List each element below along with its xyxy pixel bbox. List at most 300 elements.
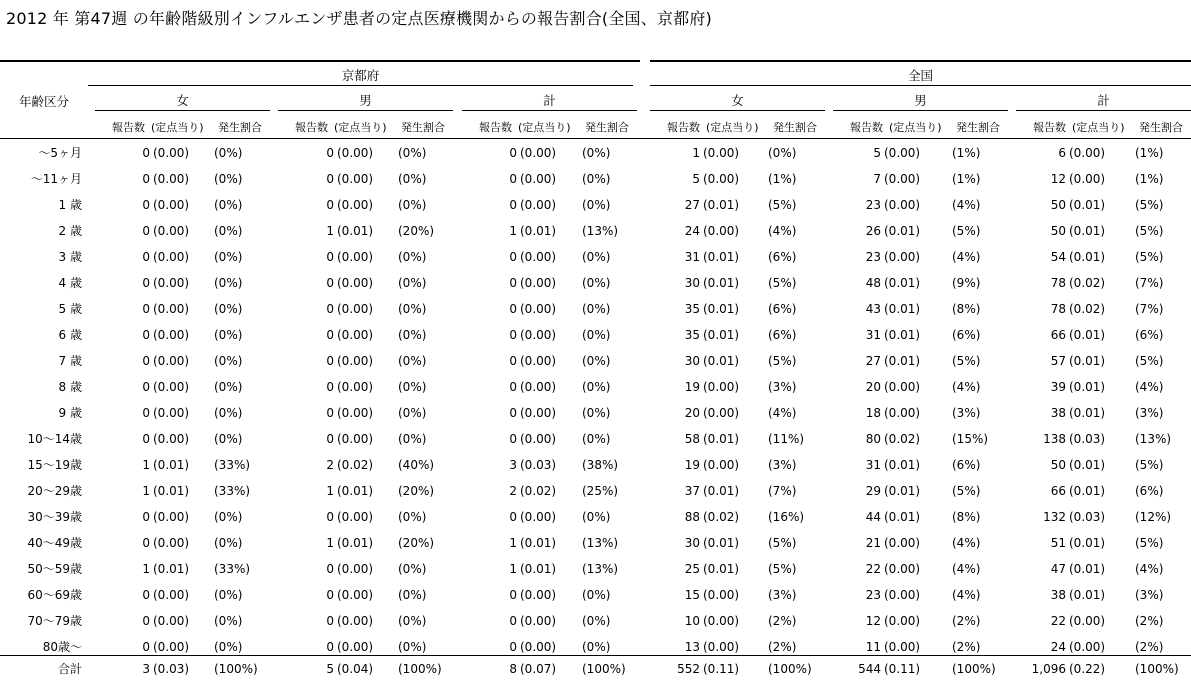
header-top-rule-national bbox=[650, 60, 1191, 62]
sub-header-pct: 発生割合 bbox=[401, 121, 445, 134]
rate-cell: (0.01) bbox=[703, 354, 740, 368]
pct-cell: (0%) bbox=[582, 250, 611, 264]
count-cell: 1 bbox=[509, 562, 517, 576]
pct-cell: (5%) bbox=[952, 484, 981, 498]
count-cell: 44 bbox=[865, 510, 881, 524]
sub-header-count: 報告数 bbox=[1033, 121, 1066, 134]
count-cell: 25 bbox=[684, 562, 700, 576]
rate-cell: (0.00) bbox=[884, 406, 921, 420]
count-cell: 3 bbox=[509, 458, 517, 472]
pct-cell: (2%) bbox=[952, 614, 981, 628]
pct-cell: (5%) bbox=[768, 198, 797, 212]
age-cell: 40～49歳 bbox=[27, 536, 82, 550]
pct-cell: (6%) bbox=[1135, 328, 1164, 342]
pct-cell: (8%) bbox=[952, 510, 981, 524]
count-cell: 552 bbox=[677, 662, 700, 676]
rate-cell: (0.00) bbox=[884, 536, 921, 550]
pct-cell: (15%) bbox=[952, 432, 989, 446]
rate-cell: (0.01) bbox=[703, 484, 740, 498]
rate-cell: (0.03) bbox=[153, 662, 190, 676]
rate-cell: (0.22) bbox=[1069, 662, 1106, 676]
count-cell: 7 bbox=[873, 172, 881, 186]
pct-cell: (38%) bbox=[582, 458, 619, 472]
pct-cell: (0%) bbox=[582, 432, 611, 446]
rate-cell: (0.00) bbox=[153, 146, 190, 160]
count-cell: 0 bbox=[326, 380, 334, 394]
rate-cell: (0.00) bbox=[153, 328, 190, 342]
count-cell: 0 bbox=[142, 614, 150, 628]
rate-cell: (0.00) bbox=[703, 614, 740, 628]
count-cell: 0 bbox=[326, 172, 334, 186]
count-cell: 51 bbox=[1050, 536, 1066, 550]
count-cell: 0 bbox=[509, 510, 517, 524]
rate-cell: (0.00) bbox=[703, 458, 740, 472]
pct-cell: (5%) bbox=[1135, 458, 1164, 472]
rate-cell: (0.00) bbox=[520, 354, 557, 368]
pct-cell: (0%) bbox=[582, 328, 611, 342]
count-cell: 0 bbox=[509, 276, 517, 290]
pct-cell: (0%) bbox=[398, 406, 427, 420]
rate-cell: (0.00) bbox=[520, 302, 557, 316]
count-cell: 66 bbox=[1050, 484, 1066, 498]
rate-cell: (0.02) bbox=[1069, 276, 1106, 290]
sub-header-pct: 発生割合 bbox=[956, 121, 1000, 134]
count-cell: 78 bbox=[1050, 276, 1066, 290]
count-cell: 0 bbox=[326, 302, 334, 316]
pct-cell: (100%) bbox=[582, 662, 626, 676]
rate-cell: (0.01) bbox=[337, 536, 374, 550]
rate-cell: (0.02) bbox=[884, 432, 921, 446]
age-cell: 5 歳 bbox=[58, 302, 82, 316]
count-cell: 22 bbox=[865, 562, 881, 576]
count-cell: 30 bbox=[684, 276, 700, 290]
region-rule-kyoto bbox=[88, 85, 633, 86]
pct-cell: (0%) bbox=[582, 380, 611, 394]
pct-cell: (100%) bbox=[398, 662, 442, 676]
pct-cell: (0%) bbox=[214, 250, 243, 264]
count-cell: 47 bbox=[1050, 562, 1066, 576]
rate-cell: (0.01) bbox=[1069, 354, 1106, 368]
count-cell: 0 bbox=[326, 510, 334, 524]
count-cell: 38 bbox=[1050, 406, 1066, 420]
count-cell: 0 bbox=[509, 380, 517, 394]
count-cell: 1 bbox=[142, 458, 150, 472]
pct-cell: (100%) bbox=[952, 662, 996, 676]
pct-cell: (13%) bbox=[1135, 432, 1172, 446]
rate-cell: (0.01) bbox=[703, 536, 740, 550]
rate-cell: (0.01) bbox=[337, 484, 374, 498]
rate-cell: (0.03) bbox=[520, 458, 557, 472]
sub-header-pct: 発生割合 bbox=[773, 121, 817, 134]
pct-cell: (100%) bbox=[1135, 662, 1179, 676]
count-cell: 31 bbox=[865, 458, 881, 472]
rate-cell: (0.00) bbox=[520, 406, 557, 420]
sub-header-rate: (定点当り) bbox=[706, 121, 759, 134]
pct-cell: (4%) bbox=[768, 406, 797, 420]
pct-cell: (100%) bbox=[768, 662, 812, 676]
count-cell: 0 bbox=[142, 380, 150, 394]
count-cell: 1 bbox=[509, 224, 517, 238]
rate-cell: (0.00) bbox=[520, 510, 557, 524]
rate-cell: (0.02) bbox=[1069, 302, 1106, 316]
pct-cell: (16%) bbox=[768, 510, 805, 524]
count-cell: 0 bbox=[509, 354, 517, 368]
count-cell: 0 bbox=[142, 198, 150, 212]
pct-cell: (0%) bbox=[582, 406, 611, 420]
count-cell: 20 bbox=[684, 406, 700, 420]
rate-cell: (0.00) bbox=[337, 276, 374, 290]
count-cell: 26 bbox=[865, 224, 881, 238]
count-cell: 35 bbox=[684, 302, 700, 316]
count-cell: 1 bbox=[142, 484, 150, 498]
count-cell: 138 bbox=[1043, 432, 1066, 446]
rate-cell: (0.01) bbox=[1069, 328, 1106, 342]
count-cell: 12 bbox=[865, 614, 881, 628]
rate-cell: (0.00) bbox=[884, 562, 921, 576]
count-cell: 23 bbox=[865, 198, 881, 212]
pct-cell: (0%) bbox=[214, 146, 243, 160]
count-cell: 0 bbox=[509, 146, 517, 160]
rate-cell: (0.00) bbox=[884, 250, 921, 264]
rate-cell: (0.00) bbox=[337, 328, 374, 342]
pct-cell: (5%) bbox=[1135, 224, 1164, 238]
rate-cell: (0.01) bbox=[520, 562, 557, 576]
count-cell: 0 bbox=[326, 588, 334, 602]
count-cell: 1 bbox=[142, 562, 150, 576]
rate-cell: (0.00) bbox=[337, 562, 374, 576]
pct-cell: (5%) bbox=[768, 562, 797, 576]
pct-cell: (0%) bbox=[398, 432, 427, 446]
rate-cell: (0.01) bbox=[1069, 406, 1106, 420]
pct-cell: (0%) bbox=[214, 406, 243, 420]
sub-header-pct: 発生割合 bbox=[218, 121, 262, 134]
count-cell: 23 bbox=[865, 250, 881, 264]
age-cell: 1 歳 bbox=[58, 198, 82, 212]
rate-cell: (0.01) bbox=[153, 458, 190, 472]
count-cell: 20 bbox=[865, 380, 881, 394]
rate-cell: (0.00) bbox=[520, 328, 557, 342]
count-cell: 27 bbox=[684, 198, 700, 212]
pct-cell: (4%) bbox=[952, 250, 981, 264]
count-cell: 0 bbox=[142, 588, 150, 602]
rate-cell: (0.00) bbox=[153, 614, 190, 628]
pct-cell: (0%) bbox=[582, 640, 611, 654]
rate-cell: (0.00) bbox=[520, 276, 557, 290]
count-cell: 0 bbox=[509, 172, 517, 186]
sex-header: 計 bbox=[543, 93, 556, 108]
rate-cell: (0.01) bbox=[884, 224, 921, 238]
count-cell: 39 bbox=[1050, 380, 1066, 394]
rate-cell: (0.00) bbox=[153, 250, 190, 264]
pct-cell: (9%) bbox=[952, 276, 981, 290]
pct-cell: (33%) bbox=[214, 562, 251, 576]
count-cell: 2 bbox=[326, 458, 334, 472]
pct-cell: (4%) bbox=[1135, 380, 1164, 394]
pct-cell: (0%) bbox=[398, 640, 427, 654]
rate-cell: (0.01) bbox=[703, 302, 740, 316]
pct-cell: (1%) bbox=[768, 172, 797, 186]
count-cell: 0 bbox=[142, 172, 150, 186]
count-cell: 48 bbox=[865, 276, 881, 290]
rate-cell: (0.00) bbox=[153, 588, 190, 602]
pct-cell: (6%) bbox=[768, 250, 797, 264]
pct-cell: (0%) bbox=[214, 640, 243, 654]
count-cell: 78 bbox=[1050, 302, 1066, 316]
age-cell: 8 歳 bbox=[58, 380, 82, 394]
count-cell: 80 bbox=[865, 432, 881, 446]
rate-cell: (0.00) bbox=[520, 380, 557, 394]
pct-cell: (0%) bbox=[398, 380, 427, 394]
count-cell: 544 bbox=[858, 662, 881, 676]
rate-cell: (0.00) bbox=[703, 146, 740, 160]
count-cell: 0 bbox=[509, 302, 517, 316]
rate-cell: (0.00) bbox=[703, 406, 740, 420]
rate-cell: (0.00) bbox=[884, 640, 921, 654]
rate-cell: (0.01) bbox=[703, 198, 740, 212]
sex-header: 女 bbox=[731, 93, 744, 108]
pct-cell: (0%) bbox=[214, 354, 243, 368]
pct-cell: (0%) bbox=[214, 510, 243, 524]
pct-cell: (3%) bbox=[1135, 588, 1164, 602]
count-cell: 30 bbox=[684, 536, 700, 550]
count-cell: 50 bbox=[1050, 224, 1066, 238]
count-cell: 0 bbox=[326, 146, 334, 160]
count-cell: 22 bbox=[1050, 614, 1066, 628]
pct-cell: (3%) bbox=[768, 588, 797, 602]
rate-cell: (0.01) bbox=[1069, 198, 1106, 212]
rate-cell: (0.01) bbox=[703, 250, 740, 264]
age-cell: 30～39歳 bbox=[27, 510, 82, 524]
rate-cell: (0.01) bbox=[884, 302, 921, 316]
age-cell: 6 歳 bbox=[58, 328, 82, 342]
rate-cell: (0.00) bbox=[153, 640, 190, 654]
age-column-header: 年齢区分 bbox=[18, 94, 69, 109]
sub-header-count: 報告数 bbox=[295, 121, 328, 134]
count-cell: 0 bbox=[142, 354, 150, 368]
rate-cell: (0.01) bbox=[1069, 380, 1106, 394]
pct-cell: (0%) bbox=[398, 198, 427, 212]
age-cell: 9 歳 bbox=[58, 406, 82, 420]
pct-cell: (0%) bbox=[214, 172, 243, 186]
rate-cell: (0.00) bbox=[337, 432, 374, 446]
count-cell: 19 bbox=[684, 380, 700, 394]
rate-cell: (0.00) bbox=[703, 224, 740, 238]
pct-cell: (20%) bbox=[398, 536, 435, 550]
pct-cell: (0%) bbox=[582, 510, 611, 524]
count-cell: 19 bbox=[684, 458, 700, 472]
count-cell: 1 bbox=[326, 224, 334, 238]
pct-cell: (13%) bbox=[582, 536, 619, 550]
pct-cell: (0%) bbox=[214, 198, 243, 212]
pct-cell: (0%) bbox=[582, 198, 611, 212]
count-cell: 0 bbox=[142, 250, 150, 264]
age-cell: 3 歳 bbox=[58, 250, 82, 264]
count-cell: 6 bbox=[1058, 146, 1066, 160]
sex-header: 男 bbox=[359, 93, 372, 108]
rate-cell: (0.01) bbox=[1069, 588, 1106, 602]
count-cell: 1,096 bbox=[1031, 662, 1066, 676]
pct-cell: (5%) bbox=[1135, 198, 1164, 212]
rate-cell: (0.01) bbox=[884, 484, 921, 498]
count-cell: 132 bbox=[1043, 510, 1066, 524]
sub-header-pct: 発生割合 bbox=[585, 121, 629, 134]
pct-cell: (4%) bbox=[952, 588, 981, 602]
page-title: 2012 年 第47週 の年齢階級別インフルエンザ患者の定点医療機関からの報告割合(全国、京都府) bbox=[6, 9, 712, 28]
rate-cell: (0.00) bbox=[703, 380, 740, 394]
pct-cell: (6%) bbox=[952, 328, 981, 342]
rate-cell: (0.00) bbox=[153, 432, 190, 446]
pct-cell: (20%) bbox=[398, 224, 435, 238]
count-cell: 15 bbox=[684, 588, 700, 602]
pct-cell: (4%) bbox=[1135, 562, 1164, 576]
count-cell: 0 bbox=[142, 224, 150, 238]
rate-cell: (0.00) bbox=[884, 614, 921, 628]
count-cell: 50 bbox=[1050, 198, 1066, 212]
pct-cell: (0%) bbox=[398, 328, 427, 342]
count-cell: 43 bbox=[865, 302, 881, 316]
rate-cell: (0.00) bbox=[153, 198, 190, 212]
rate-cell: (0.01) bbox=[1069, 458, 1106, 472]
pct-cell: (0%) bbox=[214, 328, 243, 342]
rate-cell: (0.00) bbox=[1069, 172, 1106, 186]
age-cell: ～5ヶ月 bbox=[38, 146, 82, 160]
pct-cell: (5%) bbox=[1135, 250, 1164, 264]
count-cell: 57 bbox=[1050, 354, 1066, 368]
count-cell: 37 bbox=[684, 484, 700, 498]
count-cell: 2 bbox=[509, 484, 517, 498]
pct-cell: (4%) bbox=[952, 536, 981, 550]
rate-cell: (0.02) bbox=[337, 458, 374, 472]
rate-cell: (0.04) bbox=[337, 662, 374, 676]
rate-cell: (0.01) bbox=[1069, 250, 1106, 264]
rate-cell: (0.02) bbox=[703, 510, 740, 524]
count-cell: 0 bbox=[326, 198, 334, 212]
pct-cell: (5%) bbox=[768, 354, 797, 368]
pct-cell: (0%) bbox=[768, 146, 797, 160]
count-cell: 24 bbox=[684, 224, 700, 238]
pct-cell: (6%) bbox=[1135, 484, 1164, 498]
count-cell: 54 bbox=[1050, 250, 1066, 264]
region-header-kyoto: 京都府 bbox=[341, 68, 380, 83]
count-cell: 0 bbox=[142, 432, 150, 446]
rate-cell: (0.00) bbox=[337, 354, 374, 368]
pct-cell: (0%) bbox=[582, 588, 611, 602]
pct-cell: (2%) bbox=[768, 640, 797, 654]
count-cell: 0 bbox=[142, 510, 150, 524]
pct-cell: (0%) bbox=[398, 562, 427, 576]
count-cell: 0 bbox=[142, 536, 150, 550]
count-cell: 29 bbox=[865, 484, 881, 498]
rate-cell: (0.01) bbox=[337, 224, 374, 238]
age-cell: 7 歳 bbox=[58, 354, 82, 368]
pct-cell: (2%) bbox=[1135, 640, 1164, 654]
rate-cell: (0.00) bbox=[1069, 640, 1106, 654]
sub-header-count: 報告数 bbox=[850, 121, 883, 134]
rate-cell: (0.01) bbox=[520, 224, 557, 238]
pct-cell: (4%) bbox=[952, 380, 981, 394]
count-cell: 0 bbox=[326, 328, 334, 342]
pct-cell: (100%) bbox=[214, 662, 258, 676]
pct-cell: (0%) bbox=[582, 172, 611, 186]
count-cell: 31 bbox=[865, 328, 881, 342]
pct-cell: (0%) bbox=[214, 380, 243, 394]
count-cell: 0 bbox=[326, 562, 334, 576]
count-cell: 0 bbox=[142, 640, 150, 654]
rate-cell: (0.11) bbox=[884, 662, 921, 676]
count-cell: 27 bbox=[865, 354, 881, 368]
count-cell: 0 bbox=[509, 640, 517, 654]
count-cell: 0 bbox=[326, 640, 334, 654]
pct-cell: (4%) bbox=[952, 198, 981, 212]
pct-cell: (7%) bbox=[768, 484, 797, 498]
rate-cell: (0.00) bbox=[337, 146, 374, 160]
pct-cell: (0%) bbox=[398, 354, 427, 368]
rate-cell: (0.00) bbox=[703, 640, 740, 654]
pct-cell: (0%) bbox=[398, 172, 427, 186]
pct-cell: (0%) bbox=[398, 146, 427, 160]
rate-cell: (0.00) bbox=[520, 614, 557, 628]
count-cell: 0 bbox=[142, 328, 150, 342]
pct-cell: (7%) bbox=[1135, 302, 1164, 316]
sex-rule bbox=[650, 110, 825, 111]
rate-cell: (0.03) bbox=[1069, 510, 1106, 524]
rate-cell: (0.00) bbox=[153, 224, 190, 238]
rate-cell: (0.01) bbox=[703, 432, 740, 446]
pct-cell: (0%) bbox=[214, 302, 243, 316]
pct-cell: (7%) bbox=[1135, 276, 1164, 290]
sub-header-count: 報告数 bbox=[479, 121, 512, 134]
pct-cell: (6%) bbox=[952, 458, 981, 472]
count-cell: 88 bbox=[684, 510, 700, 524]
sub-header-rate: (定点当り) bbox=[1072, 121, 1125, 134]
pct-cell: (40%) bbox=[398, 458, 435, 472]
sub-header-rate: (定点当り) bbox=[518, 121, 571, 134]
count-cell: 0 bbox=[326, 432, 334, 446]
rate-cell: (0.00) bbox=[520, 640, 557, 654]
sex-rule bbox=[95, 110, 270, 111]
pct-cell: (33%) bbox=[214, 484, 251, 498]
count-cell: 11 bbox=[865, 640, 881, 654]
rate-cell: (0.01) bbox=[884, 354, 921, 368]
rate-cell: (0.00) bbox=[884, 146, 921, 160]
rate-cell: (0.01) bbox=[1069, 484, 1106, 498]
rate-cell: (0.00) bbox=[337, 640, 374, 654]
age-cell: 合計 bbox=[57, 662, 82, 676]
pct-cell: (0%) bbox=[214, 224, 243, 238]
pct-cell: (0%) bbox=[398, 302, 427, 316]
sub-header-count: 報告数 bbox=[112, 121, 145, 134]
rate-cell: (0.00) bbox=[520, 198, 557, 212]
pct-cell: (5%) bbox=[952, 224, 981, 238]
pct-cell: (12%) bbox=[1135, 510, 1172, 524]
pct-cell: (1%) bbox=[1135, 146, 1164, 160]
rate-cell: (0.00) bbox=[337, 588, 374, 602]
region-rule-national bbox=[650, 85, 1191, 86]
sub-header-rate: (定点当り) bbox=[151, 121, 204, 134]
count-cell: 24 bbox=[1050, 640, 1066, 654]
rate-cell: (0.00) bbox=[337, 250, 374, 264]
count-cell: 3 bbox=[142, 662, 150, 676]
sex-header: 男 bbox=[914, 93, 927, 108]
pct-cell: (11%) bbox=[768, 432, 805, 446]
pct-cell: (0%) bbox=[398, 276, 427, 290]
count-cell: 0 bbox=[326, 250, 334, 264]
pct-cell: (3%) bbox=[1135, 406, 1164, 420]
rate-cell: (0.01) bbox=[703, 328, 740, 342]
count-cell: 10 bbox=[684, 614, 700, 628]
rate-cell: (0.00) bbox=[153, 510, 190, 524]
rate-cell: (0.00) bbox=[337, 172, 374, 186]
